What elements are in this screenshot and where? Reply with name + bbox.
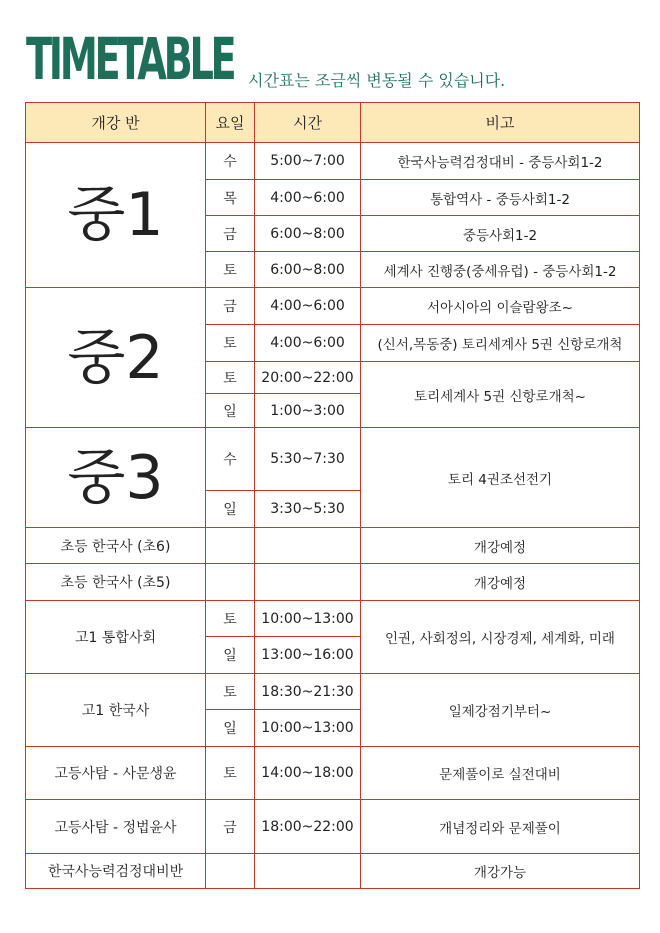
day-cell: 목 (206, 180, 255, 216)
time-cell: 10:00~13:00 (255, 710, 361, 747)
column-header-time: 시간 (255, 103, 361, 143)
day-cell: 일 (206, 491, 255, 528)
class-name: 고등사탐 - 사문생윤 (26, 747, 206, 800)
class-name: 초등 한국사 (초5) (26, 564, 206, 601)
note-cell: (신서,목동중) 토리세계사 5권 신항로개척 (361, 325, 640, 362)
time-cell: 6:00~8:00 (255, 252, 361, 288)
page-title: TIMETABLE (26, 25, 234, 93)
day-cell (206, 528, 255, 564)
page-subtitle: 시간표는 조금씩 변동될 수 있습니다. (248, 71, 506, 90)
table-row (26, 674, 640, 710)
note-cell: 세계사 진행중(중세유럽) - 중등사회1-2 (361, 252, 640, 288)
time-cell: 4:00~6:00 (255, 325, 361, 362)
class-name: 한국사능력검정대비반 (26, 854, 206, 889)
table-row (26, 428, 640, 491)
day-cell: 금 (206, 216, 255, 252)
time-cell: 3:30~5:30 (255, 491, 361, 528)
timetable (25, 102, 640, 889)
class-name: 초등 한국사 (초6) (26, 528, 206, 564)
class-name: 중2 (26, 288, 206, 428)
column-header-note: 비고 (361, 103, 640, 143)
column-header-day: 요일 (206, 103, 255, 143)
note-cell: 문제풀이로 실전대비 (361, 747, 640, 800)
time-cell: 13:00~16:00 (255, 637, 361, 674)
time-cell: 5:30~7:30 (255, 428, 361, 491)
time-cell (255, 854, 361, 889)
table-row (26, 564, 640, 601)
table-row (26, 528, 640, 564)
time-cell: 1:00~3:00 (255, 394, 361, 428)
time-cell: 10:00~13:00 (255, 601, 361, 637)
class-name: 고1 통합사회 (26, 601, 206, 674)
class-name: 고1 한국사 (26, 674, 206, 747)
time-cell: 18:30~21:30 (255, 674, 361, 710)
note-cell: 토리 4권조선전기 (361, 428, 640, 528)
time-cell: 20:00~22:00 (255, 362, 361, 394)
table-row (26, 143, 640, 180)
class-name: 고등사탐 - 정법윤사 (26, 800, 206, 854)
day-cell: 토 (206, 674, 255, 710)
note-cell: 토리세계사 5권 신항로개척~ (361, 362, 640, 428)
note-cell: 인권, 사회정의, 시장경제, 세계화, 미래 (361, 601, 640, 674)
time-cell: 18:00~22:00 (255, 800, 361, 854)
day-cell: 수 (206, 428, 255, 491)
time-cell: 6:00~8:00 (255, 216, 361, 252)
day-cell: 일 (206, 394, 255, 428)
note-cell: 통합역사 - 중등사회1-2 (361, 180, 640, 216)
day-cell: 금 (206, 800, 255, 854)
table-row (26, 854, 640, 889)
time-cell (255, 528, 361, 564)
note-cell: 개강가능 (361, 854, 640, 889)
table-row (26, 601, 640, 637)
day-cell (206, 854, 255, 889)
class-name: 중3 (26, 428, 206, 528)
note-cell: 일제강점기부터~ (361, 674, 640, 747)
note-cell: 개념정리와 문제풀이 (361, 800, 640, 854)
time-cell: 14:00~18:00 (255, 747, 361, 800)
day-cell: 수 (206, 143, 255, 180)
table-row (26, 747, 640, 800)
note-cell: 서아시아의 이슬람왕조~ (361, 288, 640, 325)
time-cell (255, 564, 361, 601)
table-row (26, 800, 640, 854)
note-cell: 중등사회1-2 (361, 216, 640, 252)
table-row (26, 288, 640, 325)
note-cell: 개강예정 (361, 564, 640, 601)
day-cell: 토 (206, 362, 255, 394)
day-cell: 금 (206, 288, 255, 325)
time-cell: 5:00~7:00 (255, 143, 361, 180)
day-cell: 토 (206, 747, 255, 800)
note-cell: 한국사능력검정대비 - 중등사회1-2 (361, 143, 640, 180)
table-header-row (26, 103, 640, 143)
header (26, 25, 646, 93)
day-cell (206, 564, 255, 601)
class-name: 중1 (26, 143, 206, 288)
time-cell: 4:00~6:00 (255, 288, 361, 325)
day-cell: 일 (206, 710, 255, 747)
note-cell: 개강예정 (361, 528, 640, 564)
column-header-class: 개강 반 (26, 103, 206, 143)
day-cell: 토 (206, 601, 255, 637)
day-cell: 일 (206, 637, 255, 674)
day-cell: 토 (206, 252, 255, 288)
day-cell: 토 (206, 325, 255, 362)
time-cell: 4:00~6:00 (255, 180, 361, 216)
